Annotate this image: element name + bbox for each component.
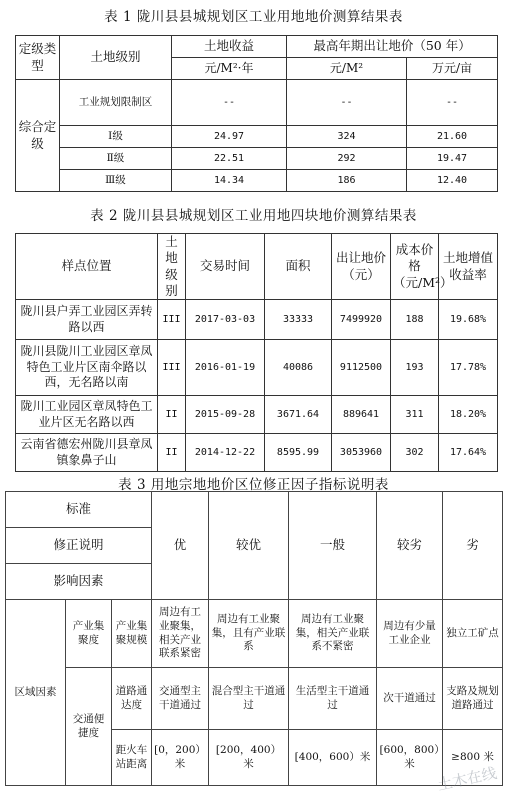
table1-title: 表 1 陇川县县城规划区工业用地地价测算结果表	[104, 9, 403, 25]
t2-cell: II	[158, 434, 186, 472]
t1-cell: 19.47	[407, 148, 498, 170]
t2-cell: 18.20%	[439, 396, 498, 434]
t1-cell: 186	[287, 170, 407, 192]
t3-cell: 独立工矿点	[443, 600, 503, 668]
t1-unit-price2: 万元/亩	[407, 58, 498, 80]
t3-cell: 周边有工业聚集，相关产业联系紧密	[152, 600, 209, 668]
t2-cell: 7499920	[332, 300, 391, 340]
t1-cell: --	[287, 80, 407, 126]
t1-header-price: 最高年期出让地价（50 年）	[287, 36, 498, 58]
t3-cell: 次干道通过	[377, 668, 443, 730]
t1-cell: --	[407, 80, 498, 126]
t3-cell: 支路及规划道路通过	[443, 668, 503, 730]
t1-cell: 292	[287, 148, 407, 170]
table3	[5, 491, 503, 786]
t3-cell: [0，200）米	[152, 730, 209, 786]
t1-cell: 14.34	[172, 170, 287, 192]
t2-header: 成本价格（元/M²）	[391, 234, 439, 300]
t3-group2: 交通便捷度	[66, 668, 112, 786]
t2-cell: 2014-12-22	[186, 434, 265, 472]
t3-grade: 劣	[443, 492, 503, 600]
t3-grade: 优	[152, 492, 209, 600]
table2	[15, 233, 498, 472]
t2-cell: 33333	[265, 300, 332, 340]
t2-cell: 40086	[265, 340, 332, 396]
t3-header-factor: 影响因素	[6, 564, 152, 600]
t3-grade: 较劣	[377, 492, 443, 600]
t3-cell: [600，800）米	[377, 730, 443, 786]
t1-cell: 21.60	[407, 126, 498, 148]
t3-cell: 交通型主干道通过	[152, 668, 209, 730]
t1-header-income: 土地收益	[172, 36, 287, 58]
t1-cell: --	[172, 80, 287, 126]
t1-cell: 工业规划限制区	[60, 80, 172, 126]
t3-header-standard: 标准	[6, 492, 152, 528]
t3-header-note: 修正说明	[6, 528, 152, 564]
t3-cell: 生活型主干道通过	[289, 668, 377, 730]
t1-unit-income: 元/M²·年	[172, 58, 287, 80]
t2-header: 样点位置	[16, 234, 158, 300]
t2-cell: 3671.64	[265, 396, 332, 434]
t1-cell: 24.97	[172, 126, 287, 148]
table2-title: 表 2 陇川县县城规划区工业用地四块地价测算结果表	[90, 208, 417, 224]
t3-cell: [200，400）米	[209, 730, 289, 786]
t3-cell: ≥800 米	[443, 730, 503, 786]
t3-cell: 周边有少量工业企业	[377, 600, 443, 668]
t2-cell: 陇川县陇川工业园区章凤特色工业片区南伞路以西，无名路以南	[16, 340, 158, 396]
t1-cell: 324	[287, 126, 407, 148]
t2-cell: 302	[391, 434, 439, 472]
t2-cell: III	[158, 340, 186, 396]
t1-unit-price1: 元/M²	[287, 58, 407, 80]
t3-item: 距火车站距离	[112, 730, 152, 786]
t1-cell: Ⅲ级	[60, 170, 172, 192]
t3-cell: 混合型主干道通过	[209, 668, 289, 730]
t2-cell: 889641	[332, 396, 391, 434]
t3-cell: 周边有工业聚集，且有产业联系	[209, 600, 289, 668]
t2-cell: 2017-03-03	[186, 300, 265, 340]
t2-cell: 2016-01-19	[186, 340, 265, 396]
t2-header: 出让地价（元）	[332, 234, 391, 300]
t2-cell: 9112500	[332, 340, 391, 396]
t2-cell: 陇川工业园区章凤特色工业片区无名路以西	[16, 396, 158, 434]
t2-header: 土地级别	[158, 234, 186, 300]
t2-cell: 17.64%	[439, 434, 498, 472]
t3-grade: 一般	[289, 492, 377, 600]
t2-header: 土地增值收益率	[439, 234, 498, 300]
t3-cell: 周边有工业聚集，相关产业联系不紧密	[289, 600, 377, 668]
t3-cell: [400，600）米	[289, 730, 377, 786]
t2-cell: 2015-09-28	[186, 396, 265, 434]
watermark: 土木在线	[435, 763, 499, 795]
t3-region: 区域因素	[6, 600, 66, 786]
t1-header-level: 土地级别	[60, 36, 172, 80]
t2-cell: III	[158, 300, 186, 340]
table3-title: 表 3 用地宗地地价区位修正因子指标说明表	[118, 477, 389, 493]
t3-item: 道路通达度	[112, 668, 152, 730]
t2-cell: 8595.99	[265, 434, 332, 472]
t1-cell: 22.51	[172, 148, 287, 170]
t1-cell: Ⅰ级	[60, 126, 172, 148]
t2-cell: 云南省德宏州陇川县章凤镇象鼻子山	[16, 434, 158, 472]
t1-cell: Ⅱ级	[60, 148, 172, 170]
t2-header: 交易时间	[186, 234, 265, 300]
t3-group1: 产业集聚度	[66, 600, 112, 668]
t2-cell: 17.78%	[439, 340, 498, 396]
t1-header-type: 定级类型	[16, 36, 60, 80]
t1-type-value: 综合定级	[16, 80, 60, 192]
t2-cell: 188	[391, 300, 439, 340]
t2-cell: 陇川县户弄工业园区弄转路以西	[16, 300, 158, 340]
t2-cell: 311	[391, 396, 439, 434]
table1	[15, 35, 498, 192]
t2-cell: 193	[391, 340, 439, 396]
t2-cell: II	[158, 396, 186, 434]
t3-grade: 较优	[209, 492, 289, 600]
t2-cell: 19.68%	[439, 300, 498, 340]
t1-cell: 12.40	[407, 170, 498, 192]
t3-item: 产业集聚规模	[112, 600, 152, 668]
t2-cell: 3053960	[332, 434, 391, 472]
t2-header: 面积	[265, 234, 332, 300]
